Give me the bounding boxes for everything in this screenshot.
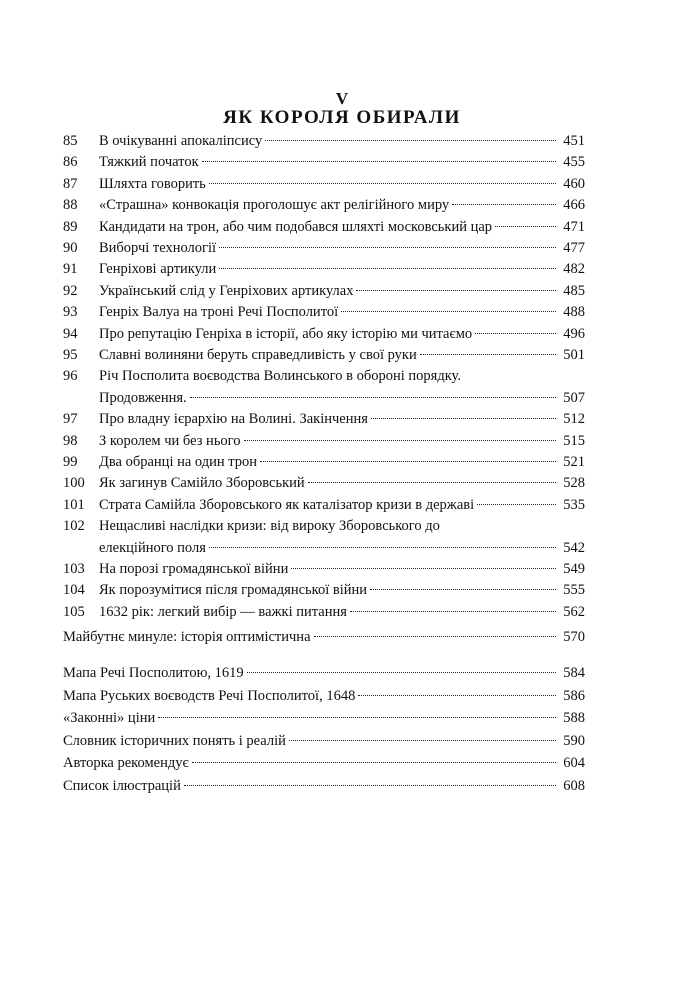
dot-leader (184, 785, 556, 786)
toc-entry-line (99, 558, 585, 580)
toc-entry-line (99, 344, 585, 366)
page-number: 482 (563, 261, 585, 278)
page-number: 555 (563, 582, 585, 599)
toc-entry-line (99, 151, 585, 173)
entry-title: Словник історичних понять і реалій (63, 732, 286, 749)
entry-title: Як загинув Самійло Зборовський (99, 475, 305, 492)
entry-title: Як порозумітися після громадянської війни (99, 582, 368, 599)
page-number: 471 (563, 218, 585, 235)
entry-title: Славні волиняни беруть справедливість у свої руки (99, 347, 417, 363)
chapter-number: 87 (63, 175, 78, 192)
page-number: 608 (563, 777, 585, 794)
dot-leader (291, 568, 556, 569)
toc-entry-line (99, 173, 585, 195)
page-number: 590 (563, 732, 585, 749)
page-number: 535 (563, 496, 585, 513)
toc-entry-line (99, 130, 585, 152)
page-number: 515 (563, 432, 585, 449)
dot-leader (314, 636, 556, 637)
page-number: 549 (563, 561, 585, 577)
dot-leader (219, 247, 556, 248)
entry-title: Виборчі технології (99, 240, 217, 256)
toc-entry-line (63, 685, 585, 707)
entry-title-continued: Нещасливі наслідки кризи: від вироку Зборовського до (99, 518, 440, 535)
toc-entry-line (63, 662, 585, 684)
toc-entry-line (99, 472, 585, 494)
page-number: 488 (563, 304, 585, 321)
page-number: 604 (563, 755, 585, 771)
chapter-number: 99 (63, 454, 78, 470)
page-number: 455 (563, 154, 585, 171)
entry-title: В очікуванні апокаліпсису (99, 133, 263, 149)
entry-title: Генріх Валуа на троні Речі Посполитої (99, 304, 339, 321)
page-number: 512 (563, 411, 585, 428)
toc-entry-line (63, 707, 585, 729)
page-number: 477 (563, 240, 585, 256)
entry-title: елекційного поля (99, 539, 206, 556)
toc-entry-line (63, 775, 585, 797)
page-number: 485 (563, 282, 585, 299)
dot-leader (341, 311, 556, 312)
part-number: V (335, 89, 349, 108)
toc-entry-line (99, 194, 585, 216)
dot-leader (265, 140, 556, 141)
chapter-number: 105 (63, 603, 85, 620)
toc-entry-line (99, 579, 585, 601)
chapter-number: 90 (63, 240, 78, 256)
chapter-number: 86 (63, 154, 78, 171)
entry-title: Авторка рекомендує (63, 755, 189, 771)
toc-entry-line (99, 301, 585, 323)
entry-title: Кандидати на трон, або чим подобався шляхті московський цар (99, 218, 493, 235)
toc-entry-line (99, 237, 585, 259)
entry-title-continued: Річ Посполита воєводства Волинського в обороні порядку. (99, 368, 461, 385)
dot-leader (358, 695, 556, 696)
dot-leader (350, 611, 556, 612)
entry-title: Генріхові артикули (99, 261, 217, 278)
chapter-number: 102 (63, 518, 85, 535)
toc-entry-line (99, 280, 585, 302)
page-number: 584 (563, 665, 585, 681)
toc-entry-line (99, 451, 585, 473)
dot-leader (247, 672, 556, 673)
entry-title: Про владну ієрархію на Волині. Закінчення (99, 411, 368, 428)
dot-leader (371, 418, 556, 419)
page-number: 570 (563, 629, 585, 645)
toc-entry-line (99, 408, 585, 430)
toc-entry-line (99, 430, 585, 452)
toc-entry-line (99, 387, 585, 409)
entry-title: «Страшна» конвокація проголошує акт релігійного миру (99, 197, 450, 214)
dot-leader (495, 226, 556, 227)
toc-entry-line (99, 537, 585, 559)
chapter-number: 92 (63, 282, 78, 299)
chapter-number: 95 (63, 347, 78, 363)
chapter-number: 88 (63, 197, 78, 214)
part-title: ЯК КОРОЛЯ ОБИРАЛИ (223, 107, 461, 128)
chapter-number: 98 (63, 432, 78, 449)
entry-title: Шляхта говорить (99, 175, 206, 192)
dot-leader (477, 504, 556, 505)
dot-leader (202, 161, 556, 162)
dot-leader (244, 440, 556, 441)
dot-leader (190, 397, 556, 398)
dot-leader (260, 461, 556, 462)
entry-title: Мапа Речі Посполитою, 1619 (63, 665, 244, 681)
chapter-number: 85 (63, 133, 78, 149)
dot-leader (158, 717, 556, 718)
entry-title: Два обранці на один трон (99, 454, 258, 470)
entry-title: З королем чи без нього (99, 432, 241, 449)
toc-entry-line (99, 216, 585, 238)
entry-title: Список ілюстрацій (63, 777, 181, 794)
chapter-number: 93 (63, 304, 78, 321)
entry-title: 1632 рік: легкий вибір — важкі питання (99, 603, 347, 620)
chapter-number: 97 (63, 411, 78, 428)
dot-leader (420, 354, 556, 355)
toc-entry-line (99, 323, 585, 345)
chapter-number: 94 (63, 325, 78, 342)
chapter-number: 91 (63, 261, 78, 278)
dot-leader (209, 183, 556, 184)
dot-leader (475, 333, 556, 334)
dot-leader (308, 482, 556, 483)
entry-title: Страта Самійла Зборовського як каталізатор кризи в державі (99, 496, 475, 513)
chapter-number: 101 (63, 496, 85, 513)
chapter-number: 96 (63, 368, 78, 385)
chapter-number: 89 (63, 218, 78, 235)
page-number: 460 (563, 175, 585, 192)
page-number: 501 (563, 347, 585, 363)
toc-entry-line (63, 626, 585, 648)
page-number: 542 (563, 539, 585, 556)
page-number: 507 (563, 389, 585, 406)
page-number: 588 (563, 710, 585, 726)
entry-title: Мапа Руських воєводств Речі Посполитої, 1648 (63, 687, 356, 704)
page-number: 451 (563, 133, 585, 149)
toc-entry-line (99, 258, 585, 280)
entry-title: Український слід у Генріхових артикулах (99, 282, 354, 299)
dot-leader (192, 762, 556, 763)
dot-leader (356, 290, 556, 291)
toc-entry-line (63, 752, 585, 774)
dot-leader (370, 589, 556, 590)
dot-leader (209, 547, 556, 548)
entry-title: На порозі громадянської війни (99, 561, 289, 577)
dot-leader (289, 740, 556, 741)
page-number: 586 (563, 687, 585, 704)
chapter-number: 100 (63, 475, 85, 492)
chapter-number: 104 (63, 582, 85, 599)
page-number: 521 (563, 454, 585, 470)
page-number: 562 (563, 603, 585, 620)
entry-title: Продовження. (99, 389, 187, 406)
dot-leader (219, 268, 556, 269)
toc-entry-line (99, 601, 585, 623)
page-number: 528 (563, 475, 585, 492)
entry-title: Про репутацію Генріха в історії, або яку історію ми читаємо (99, 325, 473, 342)
toc-entry-line (63, 730, 585, 752)
entry-title: «Законні» ціни (63, 710, 156, 726)
page-number: 466 (563, 197, 585, 214)
entry-title: Тяжкий початок (99, 154, 199, 171)
chapter-number: 103 (63, 561, 85, 577)
dot-leader (452, 204, 556, 205)
page-number: 496 (563, 325, 585, 342)
entry-title: Майбутнє минуле: історія оптимістична (63, 629, 311, 645)
toc-entry-line (99, 494, 585, 516)
